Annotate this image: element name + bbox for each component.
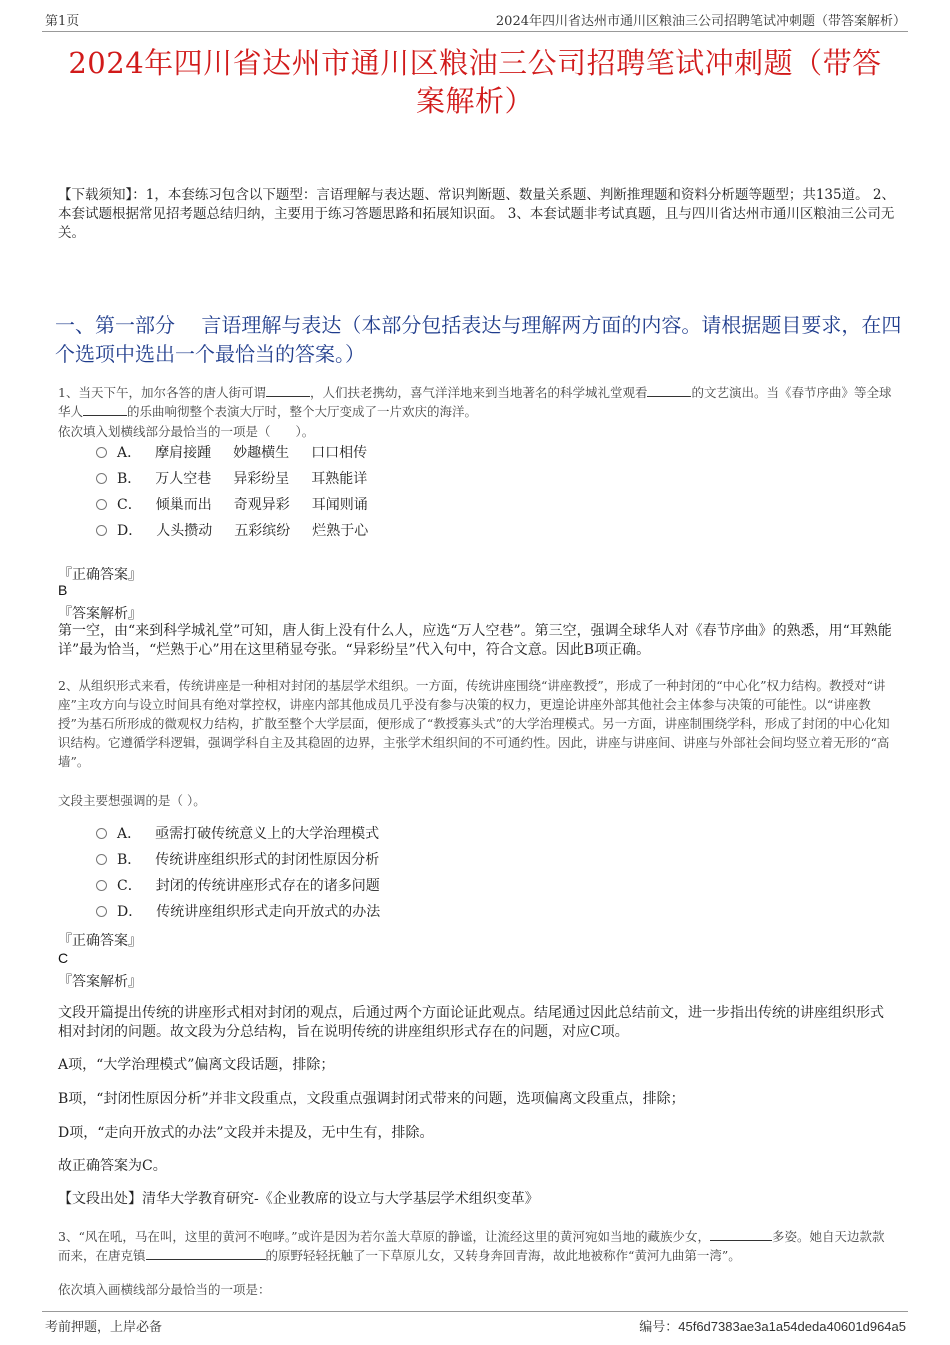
page-number: 第1页: [45, 14, 80, 29]
q1-option-b[interactable]: B． 万人空巷 异彩纷呈 耳熟能详: [96, 469, 389, 489]
section-heading: 一、第一部分 言语理解与表达（本部分包括表达与理解两方面的内容。请根据题目要求，在四个选项中选出一个最恰当的答案。）: [55, 313, 902, 366]
radio-icon[interactable]: [96, 499, 107, 510]
header-doc-title: 2024年四川省达州市通川区粮油三公司招聘笔试冲刺题（带答案解析）: [495, 14, 906, 29]
q2-source: 【文段出处】清华大学教育研究-《企业教席的设立与大学基层学术组织变革》: [58, 1191, 539, 1207]
q1-answer: B: [58, 582, 68, 598]
title-line-1: 2024年四川省达州市通川区粮油三公司招聘笔试冲刺题（带答: [68, 46, 882, 80]
q2-item-d: D项，“走向开放式的办法”文段并未提及，无中生有，排除。: [58, 1125, 434, 1141]
question-3-prompt: 依次填入画横线部分最恰当的一项是：: [58, 1282, 271, 1297]
radio-icon[interactable]: [96, 828, 107, 839]
footer-slogan: 考前押题，上岸必备: [45, 1320, 163, 1335]
q2-item-a: A项，“大学治理模式”偏离文段话题，排除；: [58, 1057, 335, 1073]
question-1-prompt: 依次填入划横线部分最恰当的一项是（ ）。: [58, 424, 315, 439]
question-2-prompt: 文段主要想强调的是（ ）。: [58, 793, 206, 808]
q2-analysis-label: 『答案解析』: [58, 974, 142, 990]
q1-option-d[interactable]: D． 人头攒动 五彩缤纷 烂熟于心: [96, 521, 390, 541]
radio-icon[interactable]: [96, 473, 107, 484]
q2-item-b: B项，“封闭性原因分析”并非文段重点，文段重点强调封闭式带来的问题，选项偏离文段重点，排除；: [58, 1091, 685, 1107]
page-title: [30, 44, 920, 120]
q2-answer: C: [58, 950, 69, 966]
q1-analysis: 第一空，由“来到科学城礼堂”可知，唐人街上没有什么人，应选“万人空巷”。第三空，强调全球华人对《春节序曲》的熟悉，用“耳熟能详”最为恰当，“烂熟于心”用在这里稍显夸张。“异彩纷呈”代入句中，符合文意。因此B项正确。: [58, 623, 892, 658]
q2-conclusion: 故正确答案为C。: [58, 1158, 167, 1174]
q1-option-c[interactable]: C． 倾巢而出 奇观异彩 耳闻则诵: [96, 495, 390, 515]
q2-option-a[interactable]: A． 亟需打破传统意义上的大学治理模式: [96, 824, 379, 844]
blank: [146, 1247, 266, 1260]
title-line-2: 案解析）: [415, 84, 534, 118]
q2-analysis: 文段开篇提出传统的讲座形式相对封闭的观点，后通过两个方面论证此观点。结尾通过因此总结前文，进一步指出传统的讲座组织形式相对封闭的问题。故文段为分总结构，旨在说明传统的讲座组织形式存在的问题，对应C项。: [58, 1005, 884, 1040]
question-1-stem: 1、当天下午，加尔各答的唐人街可谓 ，人们扶老携幼，喜气洋洋地来到当地著名的科学城礼堂观看 的文艺演出。当《春节序曲》等全球华人 的乐曲响彻整个表演大厅时，整个大厅变成了一片欢庆的海洋。: [58, 385, 892, 419]
question-3-stem: 3、“风在吼，马在叫，这里的黄河不咆哮。”或许是因为若尔盖大草原的静谧，让流经这里的黄河宛如当地的藏族少女， 多姿。她自天边款款而来，在唐克镇 的原野轻轻抚触了一下草原儿女，又转身奔回青海，故此地被称作“黄河九曲第一湾”。: [58, 1229, 885, 1263]
radio-icon[interactable]: [96, 525, 107, 536]
radio-icon[interactable]: [96, 906, 107, 917]
blank: [83, 403, 127, 416]
download-notice: 【下载须知】：1，本套练习包含以下题型：言语理解与表达题、常识判断题、数量关系题、判断推理题和资料分析题等题型；共135道。 2、本套试题根据常见招考题总结归纳，主要用于练习答题思路和拓展知识面。 3、本套试题非考试真题，且与四川省达州市通川区粮油三公司无关。: [58, 187, 895, 241]
footer-rule: [42, 1311, 908, 1312]
blank: [710, 1228, 772, 1241]
q2-answer-label: 『正确答案』: [58, 933, 142, 949]
q2-option-c[interactable]: C． 封闭的传统讲座形式存在的诸多问题: [96, 876, 380, 896]
q2-option-b[interactable]: B． 传统讲座组织形式的封闭性原因分析: [96, 850, 379, 870]
blank: [266, 384, 310, 397]
radio-icon[interactable]: [96, 880, 107, 891]
header-rule: [42, 31, 908, 32]
radio-icon[interactable]: [96, 447, 107, 458]
q1-analysis-label: 『答案解析』: [58, 606, 142, 622]
footer-code: 编号：45f6d7383ae3a1a54deda40601d964a5: [639, 1319, 906, 1335]
q2-option-d[interactable]: D． 传统讲座组织形式走向开放式的办法: [96, 902, 380, 922]
blank: [647, 384, 691, 397]
q1-option-a[interactable]: A． 摩肩接踵 妙趣横生 口口相传: [96, 443, 389, 463]
radio-icon[interactable]: [96, 854, 107, 865]
question-2-stem: 2、从组织形式来看，传统讲座是一种相对封闭的基层学术组织。一方面，传统讲座围绕“讲座教授”，形成了一种封闭的“中心化”权力结构。教授对“讲座”主攻方向与设立时间具有绝对掌控权，讲座内部其他成员几乎没有参与决策的权力，更遑论讲座外部其他社会主体参与决策的可能性。以“讲座教授”为基石所形成的微观权力结构，扩散至整个大学层面，便形成了“教授寡头式”的大学治理模式。另一方面，讲座制围绕学科，形成了封闭的中心化知识结构。它遵循学科逻辑，强调学科自主及其稳固的边界，主张学术组织间的不可通约性。因此，讲座与讲座间、讲座与外部社会间均竖立着无形的“高墙”。: [58, 678, 890, 769]
q1-answer-label: 『正确答案』: [58, 567, 142, 583]
